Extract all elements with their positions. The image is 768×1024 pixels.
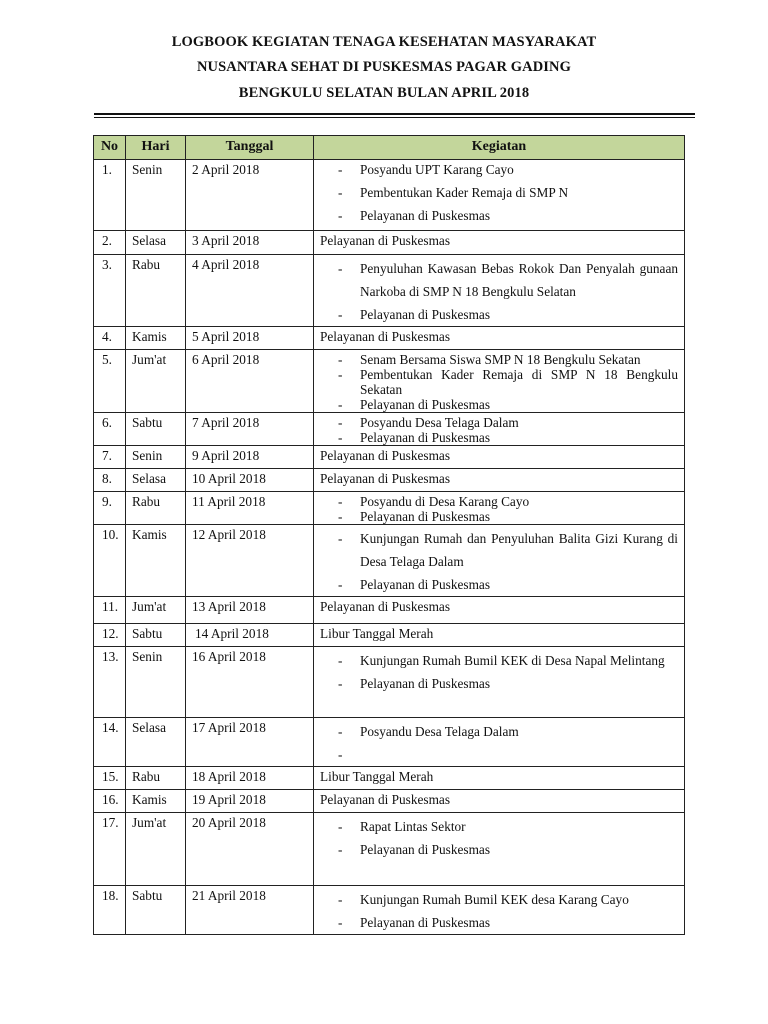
table-row [94,160,685,231]
cell-tanggal: 11 April 2018 [186,492,314,525]
cell-kegiatan [314,525,685,597]
column-header-tanggal: Tanggal [186,136,314,160]
table-row [94,790,685,813]
cell-kegiatan [314,718,685,767]
activity-item: - Pelayanan di Puskesmas [314,911,684,934]
activity-item: - Pembentukan Kader Remaja di SMP N 18 Bengkulu Sekatan [314,367,684,397]
cell-kegiatan [314,886,685,935]
cell-tanggal: 14 April 2018 [186,624,314,647]
cell-hari: Selasa [126,469,186,492]
cell-tanggal: 20 April 2018 [186,813,314,886]
activity-item: - Kunjungan Rumah Bumil KEK di Desa Napal Melintang [314,649,684,672]
cell-hari: Kamis [126,525,186,597]
table-row [94,767,685,790]
cell-hari: Senin [126,446,186,469]
cell-kegiatan: Libur Tanggal Merah [314,767,685,790]
cell-tanggal: 18 April 2018 [186,767,314,790]
cell-no: 10. [94,525,126,597]
cell-tanggal: 2 April 2018 [186,160,314,231]
cell-no: 4. [94,327,126,350]
activity-item: - Penyuluhan Kawasan Bebas Rokok Dan Penyalah gunaan Narkoba di SMP N 18 Bengkulu Selatan [314,257,684,303]
document-title-line-1: LOGBOOK KEGIATAN TENAGA KESEHATAN MASYARAKAT [171,34,597,50]
table-row [94,327,685,350]
table-row [94,718,685,767]
activity-item: - Kunjungan Rumah dan Penyuluhan Balita Gizi Kurang di Desa Telaga Dalam [314,527,684,573]
cell-no: 14. [94,718,126,767]
cell-kegiatan [314,350,685,413]
cell-no: 1. [94,160,126,231]
cell-hari: Rabu [126,255,186,327]
title-divider-thick [94,113,695,115]
cell-hari: Kamis [126,790,186,813]
activity-item: - Kunjungan Rumah Bumil KEK desa Karang Cayo [314,888,684,911]
cell-kegiatan: Pelayanan di Puskesmas [314,446,685,469]
document-title-line-2: NUSANTARA SEHAT DI PUSKESMAS PAGAR GADING [196,59,572,75]
cell-no: 5. [94,350,126,413]
table-row [94,597,685,624]
cell-tanggal: 6 April 2018 [186,350,314,413]
table-row [94,413,685,446]
document-title-line-3: BENGKULU SELATAN BULAN APRIL 2018 [238,85,530,101]
cell-hari: Sabtu [126,886,186,935]
cell-no: 3. [94,255,126,327]
cell-tanggal: 12 April 2018 [186,525,314,597]
cell-no: 9. [94,492,126,525]
cell-tanggal: 3 April 2018 [186,231,314,255]
activity-item: - Pelayanan di Puskesmas [314,838,684,861]
cell-kegiatan: Pelayanan di Puskesmas [314,790,685,813]
cell-no: 17. [94,813,126,886]
activity-item: - Pelayanan di Puskesmas [314,672,684,695]
cell-hari: Senin [126,647,186,718]
activity-item: - Pelayanan di Puskesmas [314,430,684,445]
table-row [94,469,685,492]
cell-kegiatan [314,813,685,886]
cell-tanggal: 5 April 2018 [186,327,314,350]
cell-tanggal: 16 April 2018 [186,647,314,718]
cell-tanggal: 17 April 2018 [186,718,314,767]
cell-hari: Jum'at [126,813,186,886]
table-row [94,492,685,525]
cell-tanggal: 21 April 2018 [186,886,314,935]
cell-kegiatan [314,492,685,525]
cell-kegiatan [314,255,685,327]
table-row [94,525,685,597]
table-row [94,886,685,935]
cell-kegiatan [314,413,685,446]
table-header-row [94,136,685,160]
cell-hari: Rabu [126,767,186,790]
cell-hari: Senin [126,160,186,231]
cell-tanggal: 13 April 2018 [186,597,314,624]
cell-hari: Sabtu [126,624,186,647]
column-header-hari: Hari [126,136,186,160]
cell-tanggal: 4 April 2018 [186,255,314,327]
cell-tanggal: 19 April 2018 [186,790,314,813]
table-row [94,255,685,327]
cell-no: 7. [94,446,126,469]
cell-hari: Rabu [126,492,186,525]
title-divider-thin [94,117,695,118]
cell-kegiatan: Pelayanan di Puskesmas [314,597,685,624]
cell-tanggal: 7 April 2018 [186,413,314,446]
column-header-no: No [94,136,126,160]
cell-kegiatan: Libur Tanggal Merah [314,624,685,647]
cell-kegiatan [314,160,685,231]
cell-no: 13. [94,647,126,718]
cell-kegiatan [314,647,685,718]
cell-hari: Jum'at [126,597,186,624]
table-row [94,647,685,718]
activity-item: - Pelayanan di Puskesmas [314,208,684,223]
column-header-kegiatan: Kegiatan [314,136,685,160]
cell-tanggal: 9 April 2018 [186,446,314,469]
cell-no: 16. [94,790,126,813]
logbook-table [93,135,685,935]
cell-no: 15. [94,767,126,790]
activity-item: - Posyandu Desa Telaga Dalam [314,720,684,743]
cell-no: 18. [94,886,126,935]
table-row [94,231,685,255]
activity-item: - Posyandu UPT Karang Cayo [314,162,684,177]
cell-no: 6. [94,413,126,446]
table-row [94,350,685,413]
cell-hari: Jum'at [126,350,186,413]
activity-item-empty [314,743,684,766]
cell-no: 11. [94,597,126,624]
activity-item: - Pelayanan di Puskesmas [314,573,684,596]
cell-kegiatan: Pelayanan di Puskesmas [314,231,685,255]
cell-hari: Selasa [126,718,186,767]
activity-item: - Pelayanan di Puskesmas [314,509,684,524]
activity-item: - Pelayanan di Puskesmas [314,397,684,412]
cell-no: 8. [94,469,126,492]
activity-item: - Senam Bersama Siswa SMP N 18 Bengkulu Sekatan [314,352,684,367]
table-row [94,813,685,886]
cell-tanggal: 10 April 2018 [186,469,314,492]
cell-no: 12. [94,624,126,647]
cell-kegiatan: Pelayanan di Puskesmas [314,469,685,492]
activity-item: - Rapat Lintas Sektor [314,815,684,838]
activity-item: - Posyandu Desa Telaga Dalam [314,415,684,430]
activity-item: - Posyandu di Desa Karang Cayo [314,494,684,509]
cell-no: 2. [94,231,126,255]
activity-item: - Pembentukan Kader Remaja di SMP N [314,185,684,200]
cell-hari: Selasa [126,231,186,255]
cell-hari: Kamis [126,327,186,350]
activity-item: - Pelayanan di Puskesmas [314,303,684,326]
table-row [94,446,685,469]
cell-kegiatan: Pelayanan di Puskesmas [314,327,685,350]
table-row [94,624,685,647]
cell-hari: Sabtu [126,413,186,446]
